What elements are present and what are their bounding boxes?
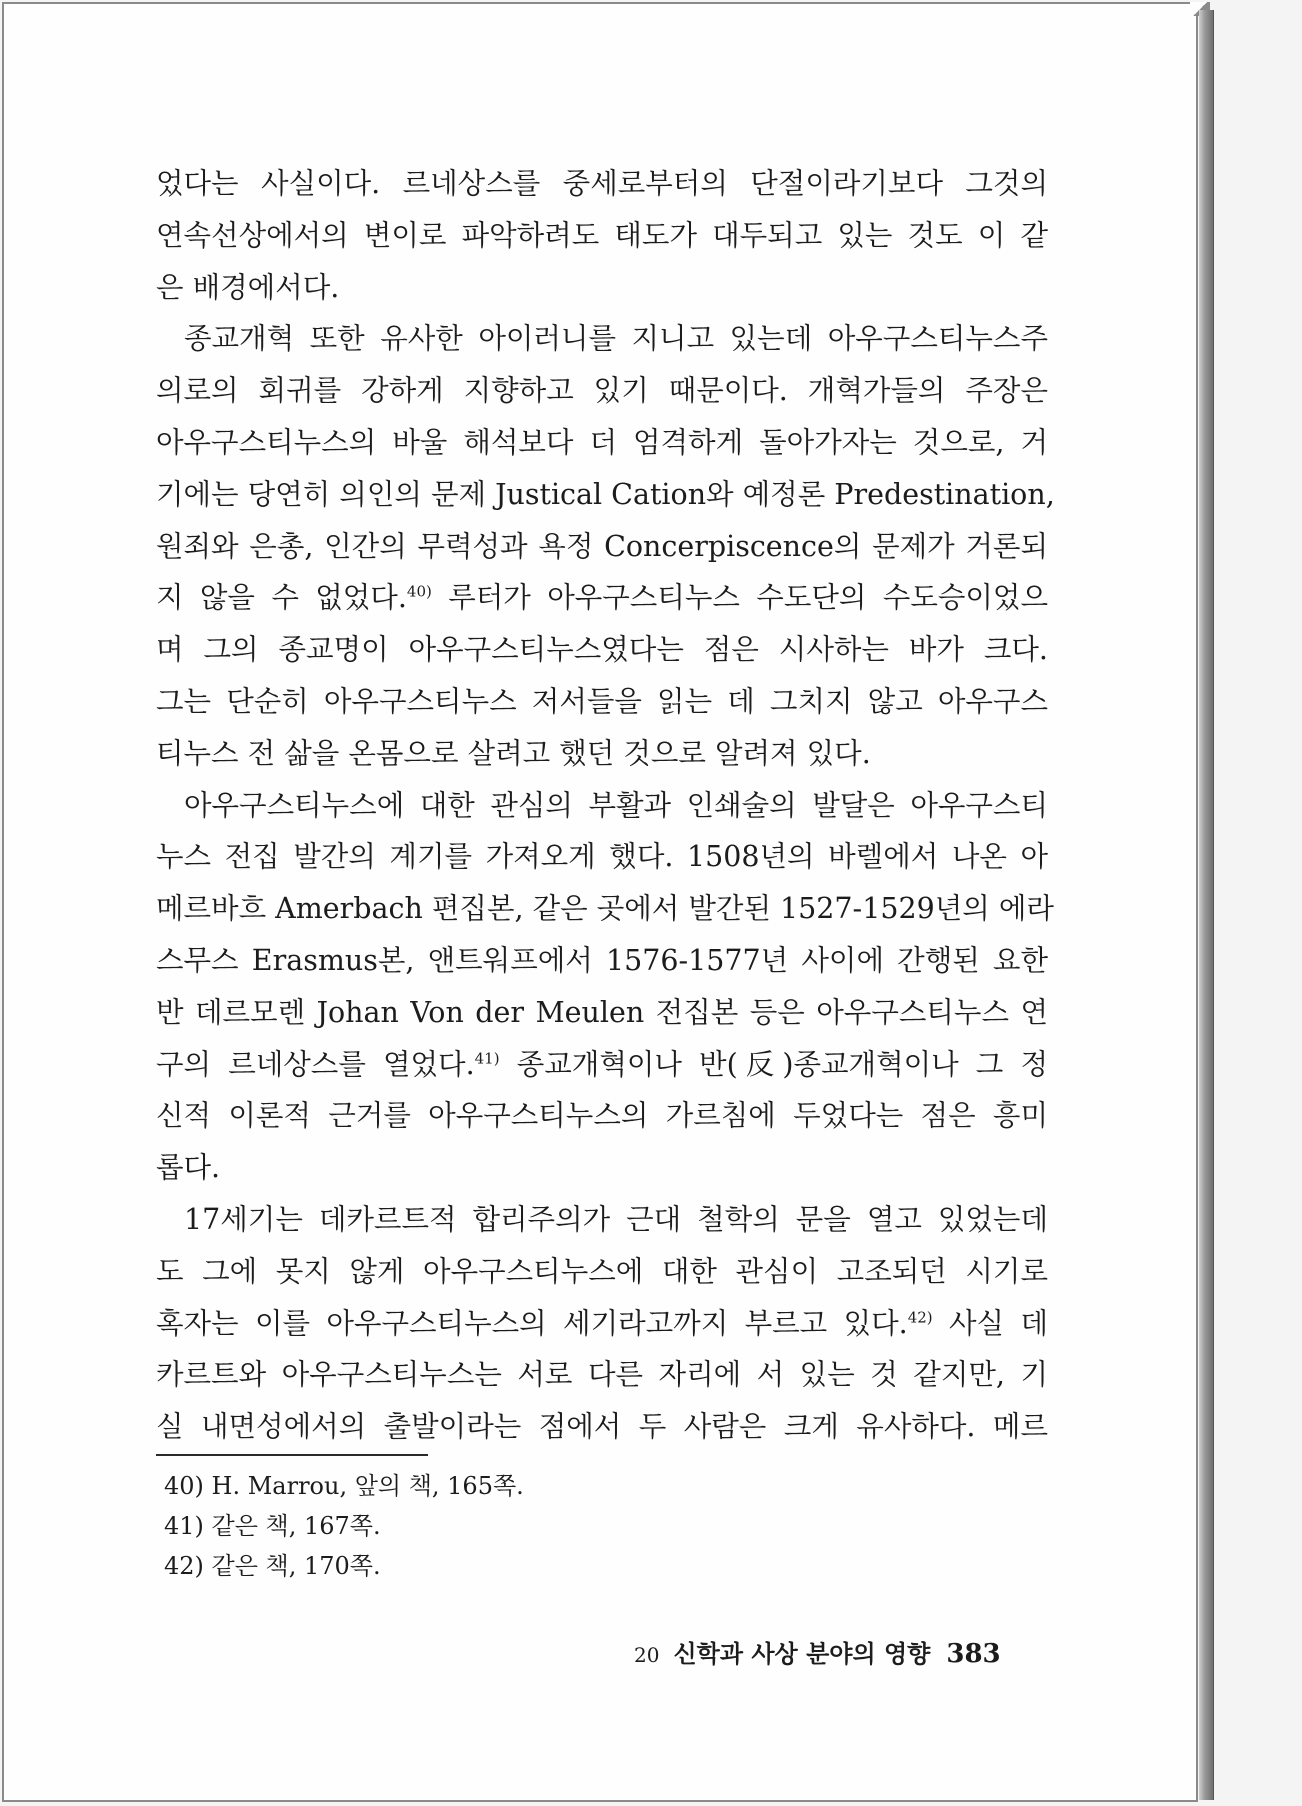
text-line: 연속선상에서의 변이로 파악하려도 태도가 대두되고 있는 것도 이 같 bbox=[156, 218, 1048, 252]
text-segment: 종교개혁이나 반(反)종교개혁이나 그 정 bbox=[516, 1047, 1048, 1081]
footnote-reference: 40) bbox=[406, 582, 432, 601]
text-segment: 혹자는 이를 아우구스티누스의 세기라고까지 부르고 있다. bbox=[156, 1306, 908, 1340]
text-line: 었다는 사실이다. 르네상스를 중세로부터의 단절이라기보다 그것의 bbox=[156, 167, 1048, 200]
footnote: 41) 같은 책, 167쪽. bbox=[164, 1512, 381, 1540]
paragraph-1 bbox=[156, 158, 1048, 313]
text-line-with-footnote bbox=[156, 572, 1048, 624]
text-line: 은 배경에서다. bbox=[156, 270, 340, 304]
text-segment: 루터가 아우구스티누스 수도단의 수도승이었으 bbox=[448, 581, 1048, 615]
text-line: 그는 단순히 아우구스티누스 저서들을 읽는 데 그치지 않고 아우구스 bbox=[156, 684, 1048, 718]
paragraph-4 bbox=[156, 1194, 1048, 1453]
text-line: 카르트와 아우구스티누스는 서로 다른 자리에 서 있는 것 같지만, 기 bbox=[156, 1358, 1048, 1392]
text-line: 실 내면성에서의 출발이라는 점에서 두 사람은 크게 유사하다. 메르 bbox=[156, 1410, 1048, 1444]
text-line: 아우구스티누스의 바울 해석보다 더 엄격하게 돌아가자는 것으로, 거 bbox=[156, 425, 1048, 459]
footnote-reference: 42) bbox=[907, 1308, 933, 1327]
footnote-reference: 41) bbox=[474, 1049, 500, 1068]
chapter-number: 20 bbox=[634, 1643, 660, 1667]
text-line: 의로의 회귀를 강하게 지향하고 있기 때문이다. 개혁가들의 주장은 bbox=[156, 374, 1048, 408]
page-number: 383 bbox=[946, 1639, 1001, 1669]
text-line: 신적 이론적 근거를 아우구스티누스의 가르침에 두었다는 점은 흥미 bbox=[156, 1099, 1048, 1133]
text-line: 아우구스티누스에 대한 관심의 부활과 인쇄술의 발달은 아우구스티 bbox=[184, 788, 1048, 822]
text-line: 롭다. bbox=[156, 1151, 221, 1185]
text-line: 스무스 Erasmus본, 앤트워프에서 1576-1577년 사이에 간행된 요한 bbox=[156, 943, 1048, 977]
text-line: 종교개혁 또한 유사한 아이러니를 지니고 있는데 아우구스티누스주 bbox=[184, 322, 1048, 356]
body-text bbox=[156, 158, 1055, 1453]
footnotes bbox=[164, 1466, 864, 1586]
text-line: 반 데르모렌 Johan Von der Meulen 전집본 등은 아우구스티누스 연 bbox=[156, 995, 1048, 1029]
paragraph-3 bbox=[156, 780, 1054, 1194]
text-segment: 지 않을 수 없었다. bbox=[156, 581, 407, 615]
text-segment: 사실 데 bbox=[949, 1306, 1049, 1340]
text-line: 기에는 당연히 의인의 문제 Justical Cation와 예정론 Predestination, bbox=[156, 477, 1055, 511]
text-line: 도 그에 못지 않게 아우구스티누스에 대한 관심이 고조되던 시기로 bbox=[156, 1254, 1048, 1288]
footnote-divider bbox=[156, 1454, 428, 1456]
text-line: 원죄와 은총, 인간의 무력성과 욕정 Concerpiscence의 문제가 거론되 bbox=[156, 529, 1048, 563]
paragraph-2 bbox=[156, 313, 1055, 779]
text-line: 티누스 전 삶을 온몸으로 살려고 했던 것으로 알려져 있다. bbox=[156, 736, 871, 770]
text-line: 17세기는 데카르트적 합리주의가 근대 철학의 문을 열고 있었는데 bbox=[184, 1202, 1048, 1236]
footnote: 40) H. Marrou, 앞의 책, 165쪽. bbox=[164, 1472, 524, 1500]
text-segment: 구의 르네상스를 열었다. bbox=[156, 1047, 475, 1081]
text-line: 누스 전집 발간의 계기를 가져오게 했다. 1508년의 바렐에서 나온 아 bbox=[156, 840, 1048, 874]
chapter-title: 신학과 사상 분야의 영향 bbox=[673, 1639, 931, 1668]
running-footer bbox=[634, 1634, 1026, 1674]
text-line-with-footnote bbox=[156, 1298, 1048, 1350]
text-line-with-footnote bbox=[156, 1039, 1048, 1091]
page-stack-edge bbox=[1199, 10, 1214, 1800]
footnote: 42) 같은 책, 170쪽. bbox=[164, 1552, 381, 1580]
text-line: 며 그의 종교명이 아우구스티누스였다는 점은 시사하는 바가 크다. bbox=[156, 633, 1048, 667]
text-line: 메르바흐 Amerbach 편집본, 같은 곳에서 발간된 1527-1529년의 에라 bbox=[156, 892, 1054, 926]
